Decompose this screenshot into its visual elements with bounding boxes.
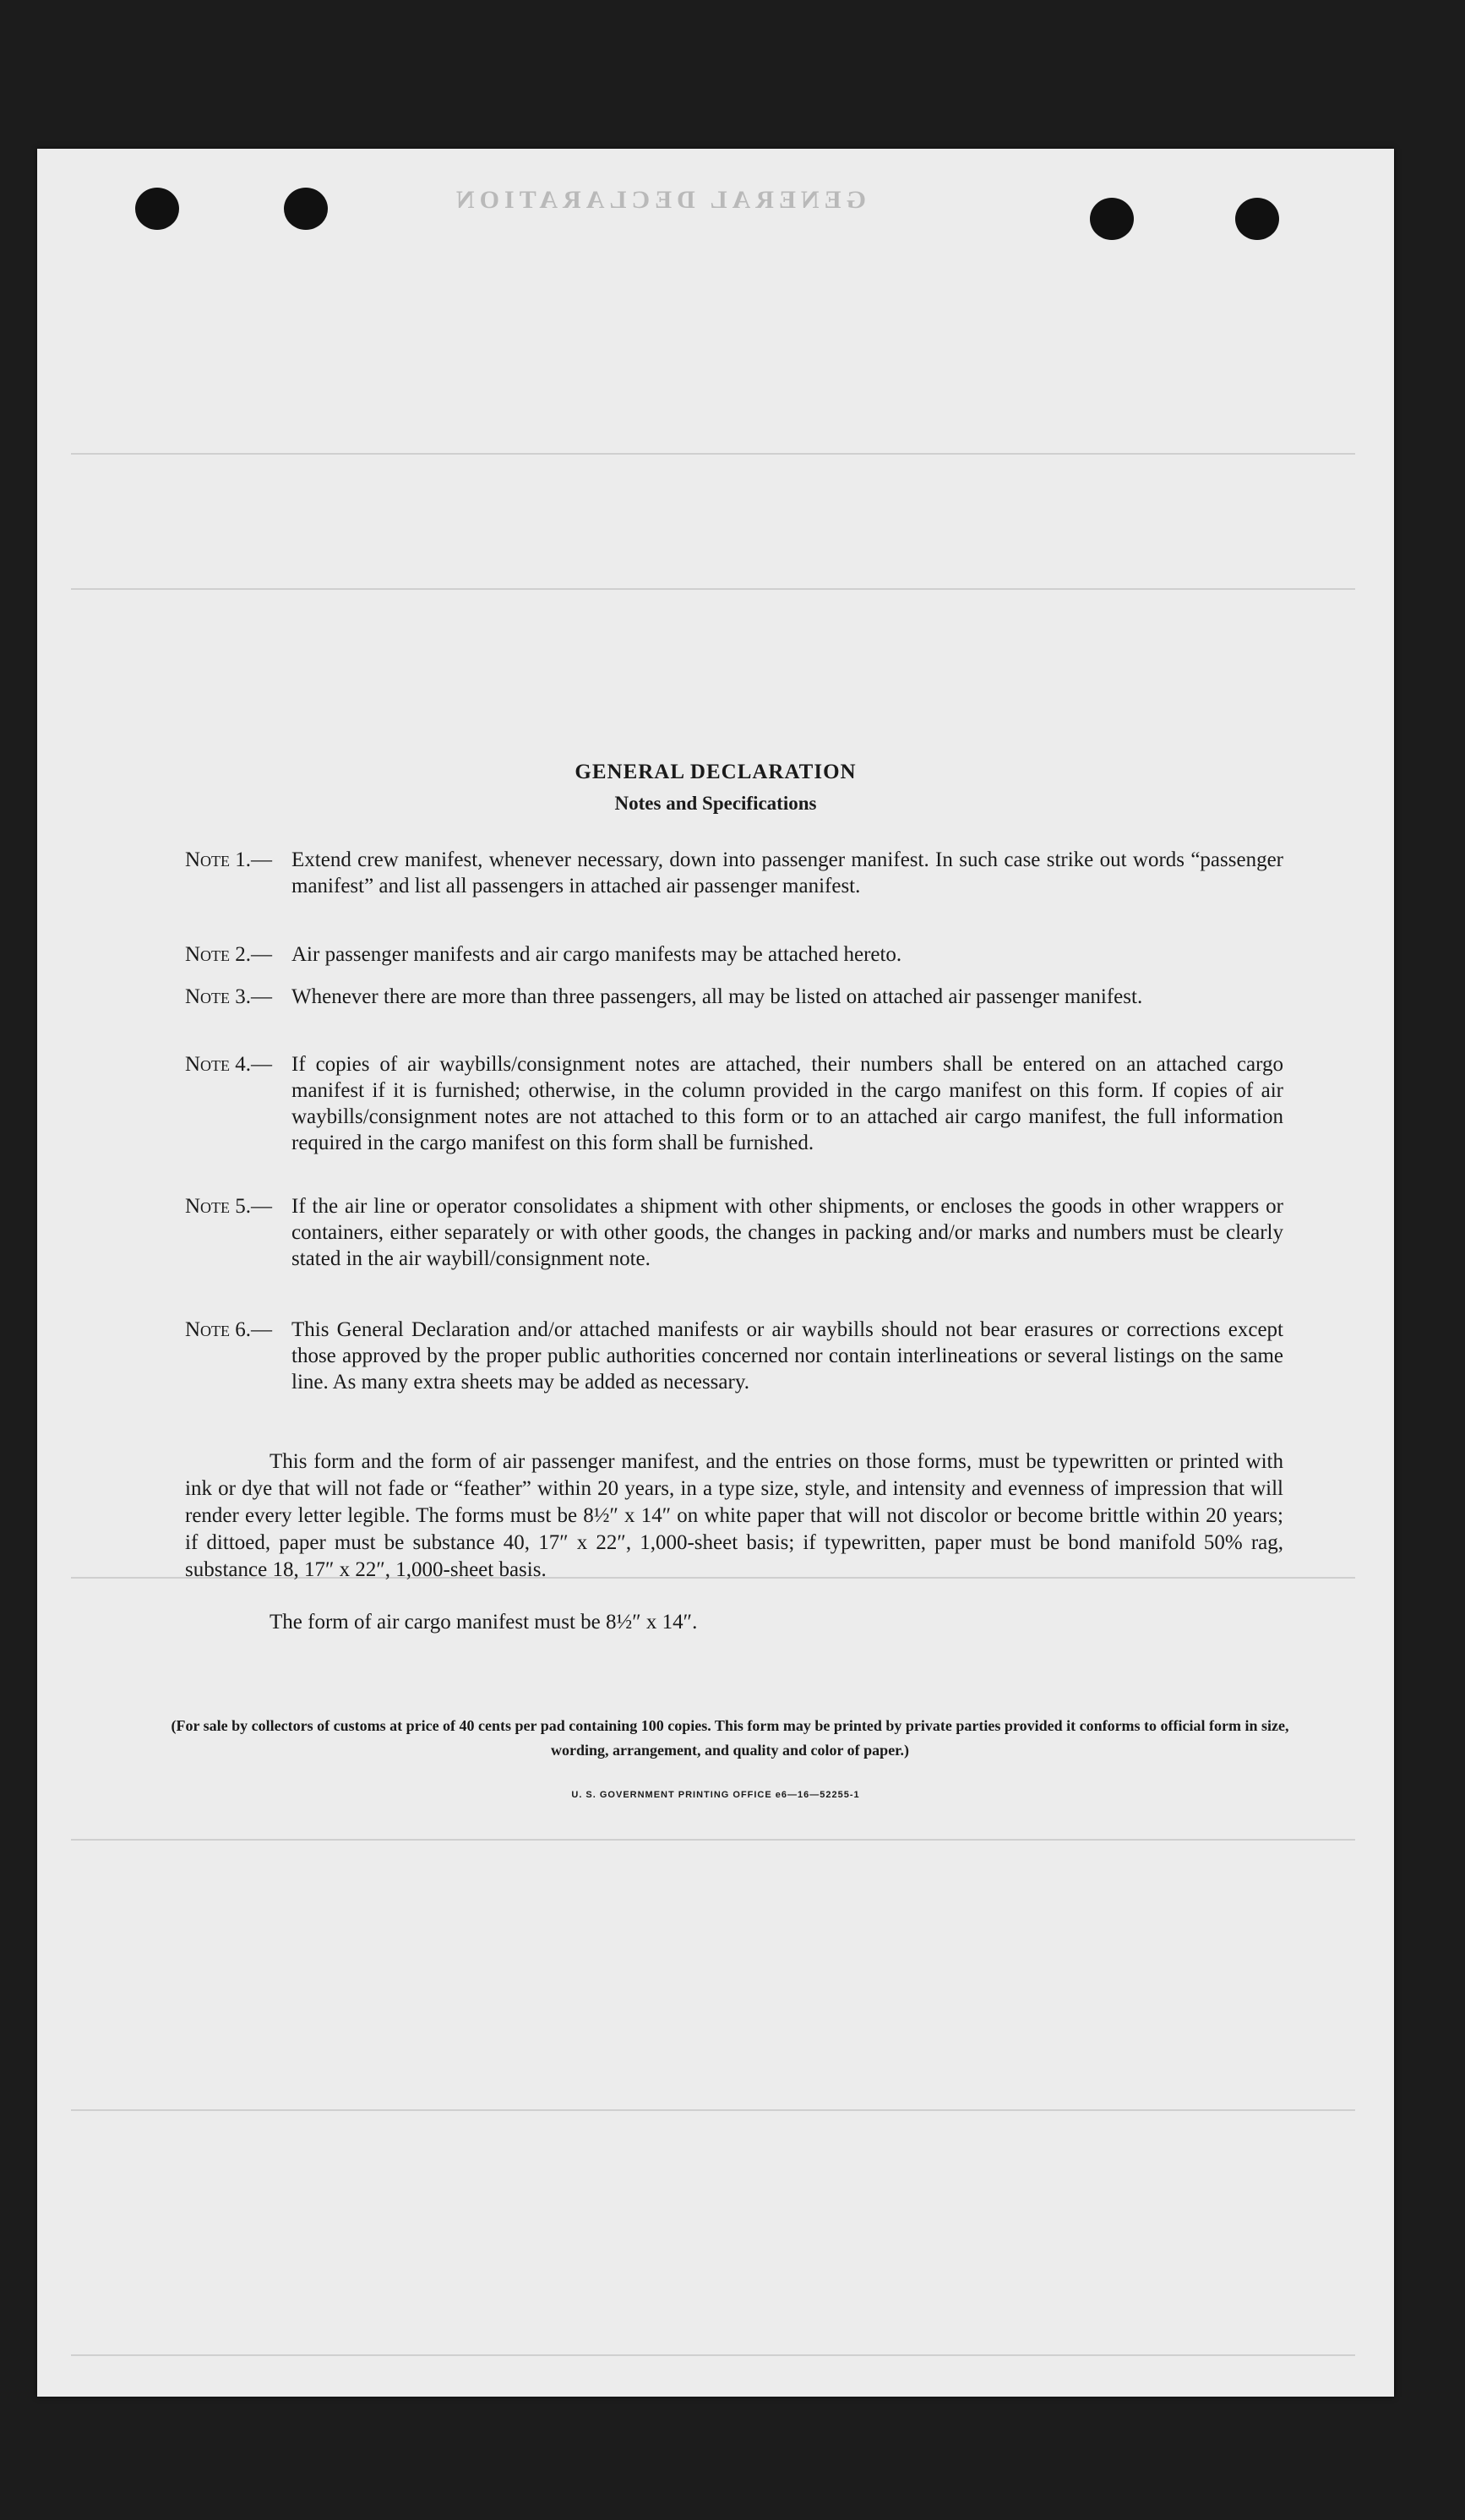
punch-hole-3 <box>1090 198 1134 240</box>
note-label: Note 6.— <box>185 1318 273 1341</box>
note-text: This General Declaration and/or attached manifests or air waybills should not bear erasures or corrections except those approved by the proper public authorities concerned nor contain interlineations or several listings on the same line. As many extra sheets may be added as necessary. <box>291 1318 1283 1394</box>
note-label: Note 5.— <box>185 1195 273 1218</box>
note-1 <box>185 847 1283 899</box>
cargo-manifest-size: The form of air cargo manifest must be 8½″ x 14″. <box>270 1611 698 1634</box>
form-title: GENERAL DECLARATION <box>575 761 857 783</box>
punch-hole-1 <box>135 188 179 230</box>
bleed-through-rule <box>71 2354 1355 2356</box>
note-3 <box>185 984 1283 1010</box>
printer-imprint: U. S. GOVERNMENT PRINTING OFFICE e6—16—52255-1 <box>571 1790 860 1800</box>
bleed-through-rule <box>71 2109 1355 2111</box>
note-text: Extend crew manifest, whenever necessary, down into passenger manifest. In such case strike out words “passenger manifest” and list all passengers in attached air passenger manifest. <box>291 848 1283 897</box>
punch-hole-2 <box>284 188 328 230</box>
bleed-through-rule <box>71 1839 1355 1841</box>
note-6 <box>185 1317 1283 1395</box>
punch-hole-4 <box>1235 198 1279 240</box>
note-2 <box>185 941 1283 968</box>
note-text: If copies of air waybills/consignment notes are attached, their numbers shall be entered on an attached cargo manifest if it is furnished; otherwise, in the column provided in the cargo manifest on this form. If copies of air waybills/consignment notes are not attached to this form or to an attached air cargo manifest, the full information required in the cargo manifest on this form shall be furnished. <box>291 1053 1283 1154</box>
document-sheet <box>37 149 1394 2397</box>
note-label: Note 4.— <box>185 1053 273 1076</box>
note-label: Note 3.— <box>185 985 273 1008</box>
bleed-through-rule <box>71 453 1355 455</box>
note-text: Air passenger manifests and air cargo manifests may be attached hereto. <box>291 943 902 966</box>
note-4 <box>185 1051 1283 1156</box>
note-text: Whenever there are more than three passengers, all may be listed on attached air passenger manifest. <box>291 985 1143 1008</box>
note-label: Note 2.— <box>185 943 273 966</box>
bleed-through-heading: GENERAL DECLARATION <box>451 186 867 214</box>
note-label: Note 1.— <box>185 848 273 871</box>
bleed-through-rule <box>71 588 1355 590</box>
form-subtitle: Notes and Specifications <box>614 793 817 814</box>
note-text: If the air line or operator consolidates a shipment with other shipments, or encloses the goods in other wrappers or containers, either separately or with other goods, the changes in packing and/or marks and numbers must be clearly stated in the air waybill/consignment note. <box>291 1195 1283 1270</box>
specification-paragraph: This form and the form of air passenger manifest, and the entries on those forms, must be typewritten or printed with ink or dye that will not fade or “feather” within 20 years, in a type size, style, and intensity and evenness of impression that will render every letter legible. The forms must be 8½″ x 14″ on white paper that will not discolor or become brittle within 20 years; if dittoed, paper must be substance 40, 17″ x 22″, 1,000-sheet basis; if typewritten, paper must be bond manifold 50% rag, substance 18, 17″ x 22″, 1,000-sheet basis. <box>185 1450 1283 1581</box>
note-5 <box>185 1193 1283 1272</box>
sale-notice: (For sale by collectors of customs at price of 40 cents per pad containing 100 copies. This form may be printed by private parties provided it conforms to official form in size, wording, arrangement, and quality and color of paper.) <box>171 1717 1289 1759</box>
